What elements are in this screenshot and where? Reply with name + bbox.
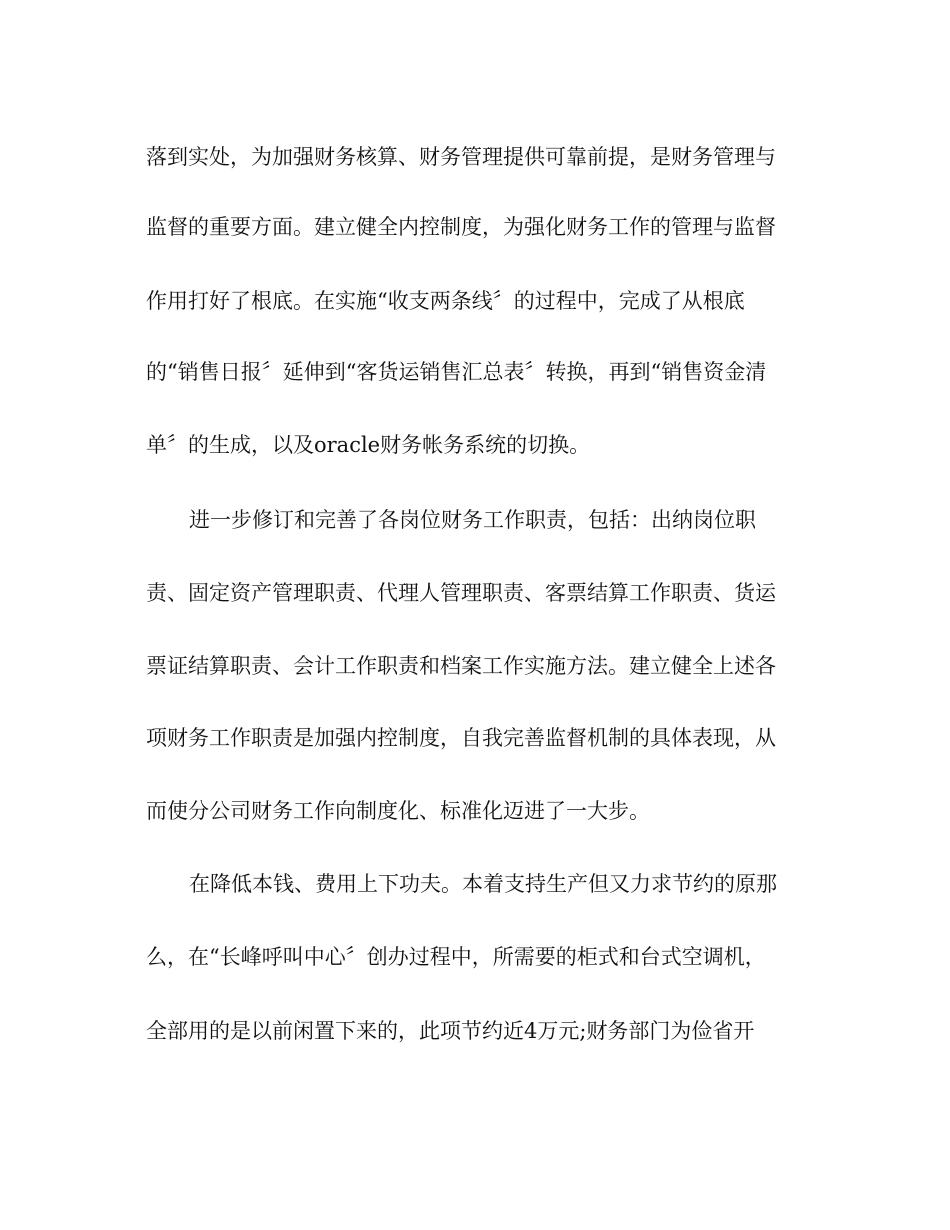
text-line: 全部用的是以前闲置下来的，此项节约近4万元;财务部门为俭省开 bbox=[146, 1019, 755, 1043]
text-line: 项财务工作职责是加强内控制度，自我完善监督机制的具体表现，从 bbox=[146, 726, 776, 750]
text-line: 么，在“长峰呼叫中心〞创办过程中，所需要的柜式和台式空调机， bbox=[146, 945, 766, 969]
text-line: 而使分公司财务工作向制度化、标准化迈进了一大步。 bbox=[146, 799, 650, 823]
text-line: 的“销售日报〞延伸到“客货运销售汇总表〞转换，再到“销售资金清 bbox=[146, 360, 767, 384]
text-line: 监督的重要方面。建立健全内控制度，为强化财务工作的管理与监督 bbox=[146, 215, 776, 239]
paragraph-first-line: 在降低本钱、费用上下功夫。本着支持生产但又力求节约的原那 bbox=[189, 872, 777, 896]
text-line: 落到实处，为加强财务核算、财务管理提供可靠前提，是财务管理与 bbox=[146, 145, 776, 169]
text-line: 票证结算职责、会计工作职责和档案工作实施方法。建立健全上述各 bbox=[146, 654, 776, 678]
paragraph-first-line: 进一步修订和完善了各岗位财务工作职责，包括：出纳岗位职 bbox=[189, 508, 756, 532]
text-line: 责、固定资产管理职责、代理人管理职责、客票结算工作职责、货运 bbox=[146, 581, 776, 605]
text-line: 单〞的生成，以及oracle财务帐务系统的切换。 bbox=[146, 433, 591, 457]
text-line: 作用打好了根底。在实施“收支两条线〞的过程中，完成了从根底 bbox=[146, 289, 745, 313]
